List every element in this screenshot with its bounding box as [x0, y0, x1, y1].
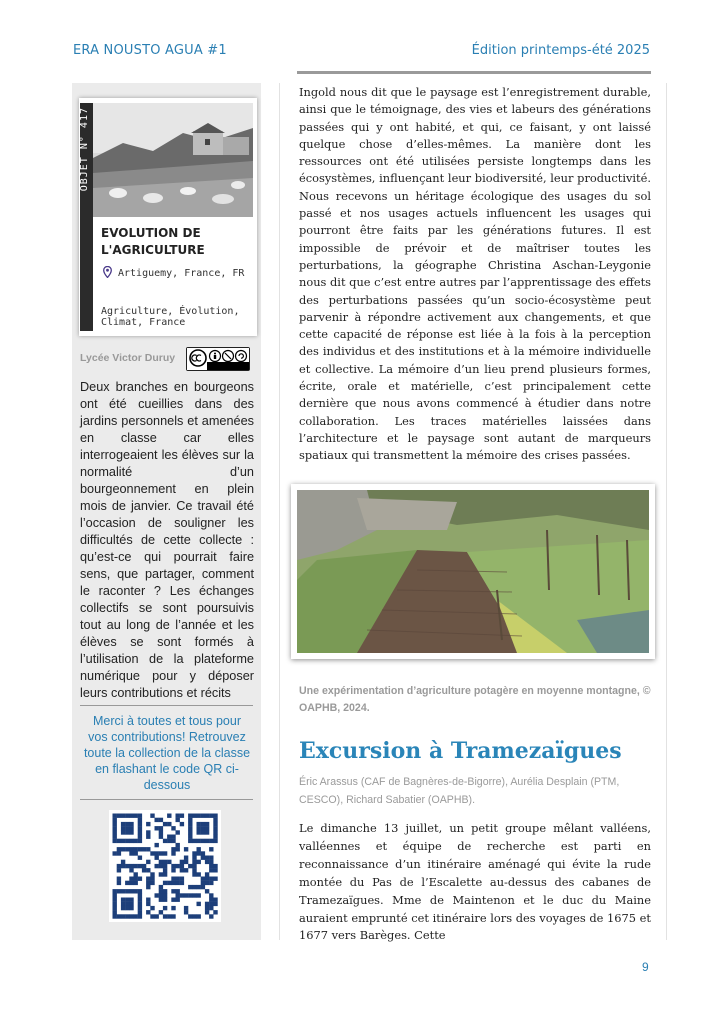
edition-label: Édition printemps-été 2025	[471, 43, 650, 58]
cc-by-nc-sa-icon	[186, 347, 250, 371]
section-paragraph: Le dimanche 13 juillet, un petit groupe mêlant valléens, valléennes et équipe de recherche est parti en reconnaissance d’un itinéraire aménagé qui évite la rude montée du Pas de l’Escalette au-dessus des cabanes de Tramezaïgues. Mme de Maintenon et le duc du Maine auraient emprunté cet itinéraire lors des voyages de 1675 et 1677 vers Barèges. Cette	[299, 821, 651, 943]
header-rule	[297, 71, 651, 74]
page-number: 9	[642, 960, 649, 974]
sidebar-divider	[80, 705, 253, 706]
object-location	[103, 266, 253, 282]
column-divider-right	[666, 83, 667, 940]
main-paragraph: Ingold nous dit que le paysage est l’enregistrement durable, ainsi que le témoignage, des vies et labeurs des générations passées qui y ont habité, et qui, ce faisant, y ont laissé quelque chose d’elles-mêmes. La manière dont les ressources ont été utilisées persiste longtemps dans les écosystèmes, influençant leur biodiversité, leur productivité. Nous recevons un héritage écologique des usages du sol passé et nos usages actuels influencent les usages qui pourront être faits par les générations futures. Il est impossible de prévoir et de maîtriser toutes les perturbations, la géographe Christina Aschan-Leygonie nous dit que c’est entre autres par l’apprentissage des effets des perturbations passées qu’un socio-écosystème peut parvenir à répondre activement aux changements, et que cette capacité de réponse est liée à la fois à la perception des individus et des institutions et à la mémoire individuelle et collective. La mémoire d’un lieu prend plusieurs formes, écrite, orale et matérielle, c’est principalement cette dernière que nous avons commencé à étudier dans notre collaboration. Les traces matérielles laissées dans l’architecture et le paysage sont autant de marqueurs spatiaux qui transmettent la mémoire des crises passées.	[299, 85, 651, 463]
object-location-text: Artiguemy, France, FR	[118, 268, 245, 279]
photo-caption: Une expérimentation d’agriculture potagère en moyenne montagne, © OAPHB, 2024.	[299, 685, 651, 714]
school-name: Lycée Victor Duruy	[80, 352, 176, 364]
thanks-note: Merci à toutes et tous pour vos contributions! Retrouvez toute la collection de la classe en flashant le code QR ci-dessous	[83, 714, 251, 792]
column-divider-left	[279, 83, 280, 940]
object-id: OBJET N° 417	[79, 107, 90, 192]
section-authors: Éric Arassus (CAF de Bagnères-de-Bigorre), Aurélia Desplain (PTM, CESCO), Richard Sabatier (OAPHB).	[299, 776, 620, 806]
qr-code-icon[interactable]	[109, 810, 221, 922]
publication-title: ERA NOUSTO AGUA #1	[73, 43, 227, 58]
location-pin-icon	[103, 266, 112, 278]
object-photo	[93, 103, 253, 217]
object-title: EVOLUTION DE L'AGRICULTURE	[101, 226, 205, 257]
sidebar-body-text: Deux branches en bourgeons ont été cueillies dans des jardins personnels et amenées en classe car elles interrogeaient les élèves sur la normalité d’un bourgeonnement en plein mois de janvier. Ce travail été l’occasion de souligner les difficultés de cette collecte : qu’est-ce qui pourrait faire sens, que partager, comment le raconter ? Les échanges collectifs se sont poursuivis tout au long de l’année et les élèves se sont formés à l’utilisation de la plateforme numérique pour y déposer leurs contributions et récits	[80, 380, 254, 700]
object-tags: Agriculture, Évolution, Climat, France	[101, 306, 240, 328]
object-id-strip	[80, 103, 93, 331]
section-title: Excursion à Tramezaïgues	[299, 738, 622, 764]
garden-photo	[291, 484, 655, 659]
object-card	[79, 98, 257, 336]
sidebar-divider	[80, 799, 253, 800]
